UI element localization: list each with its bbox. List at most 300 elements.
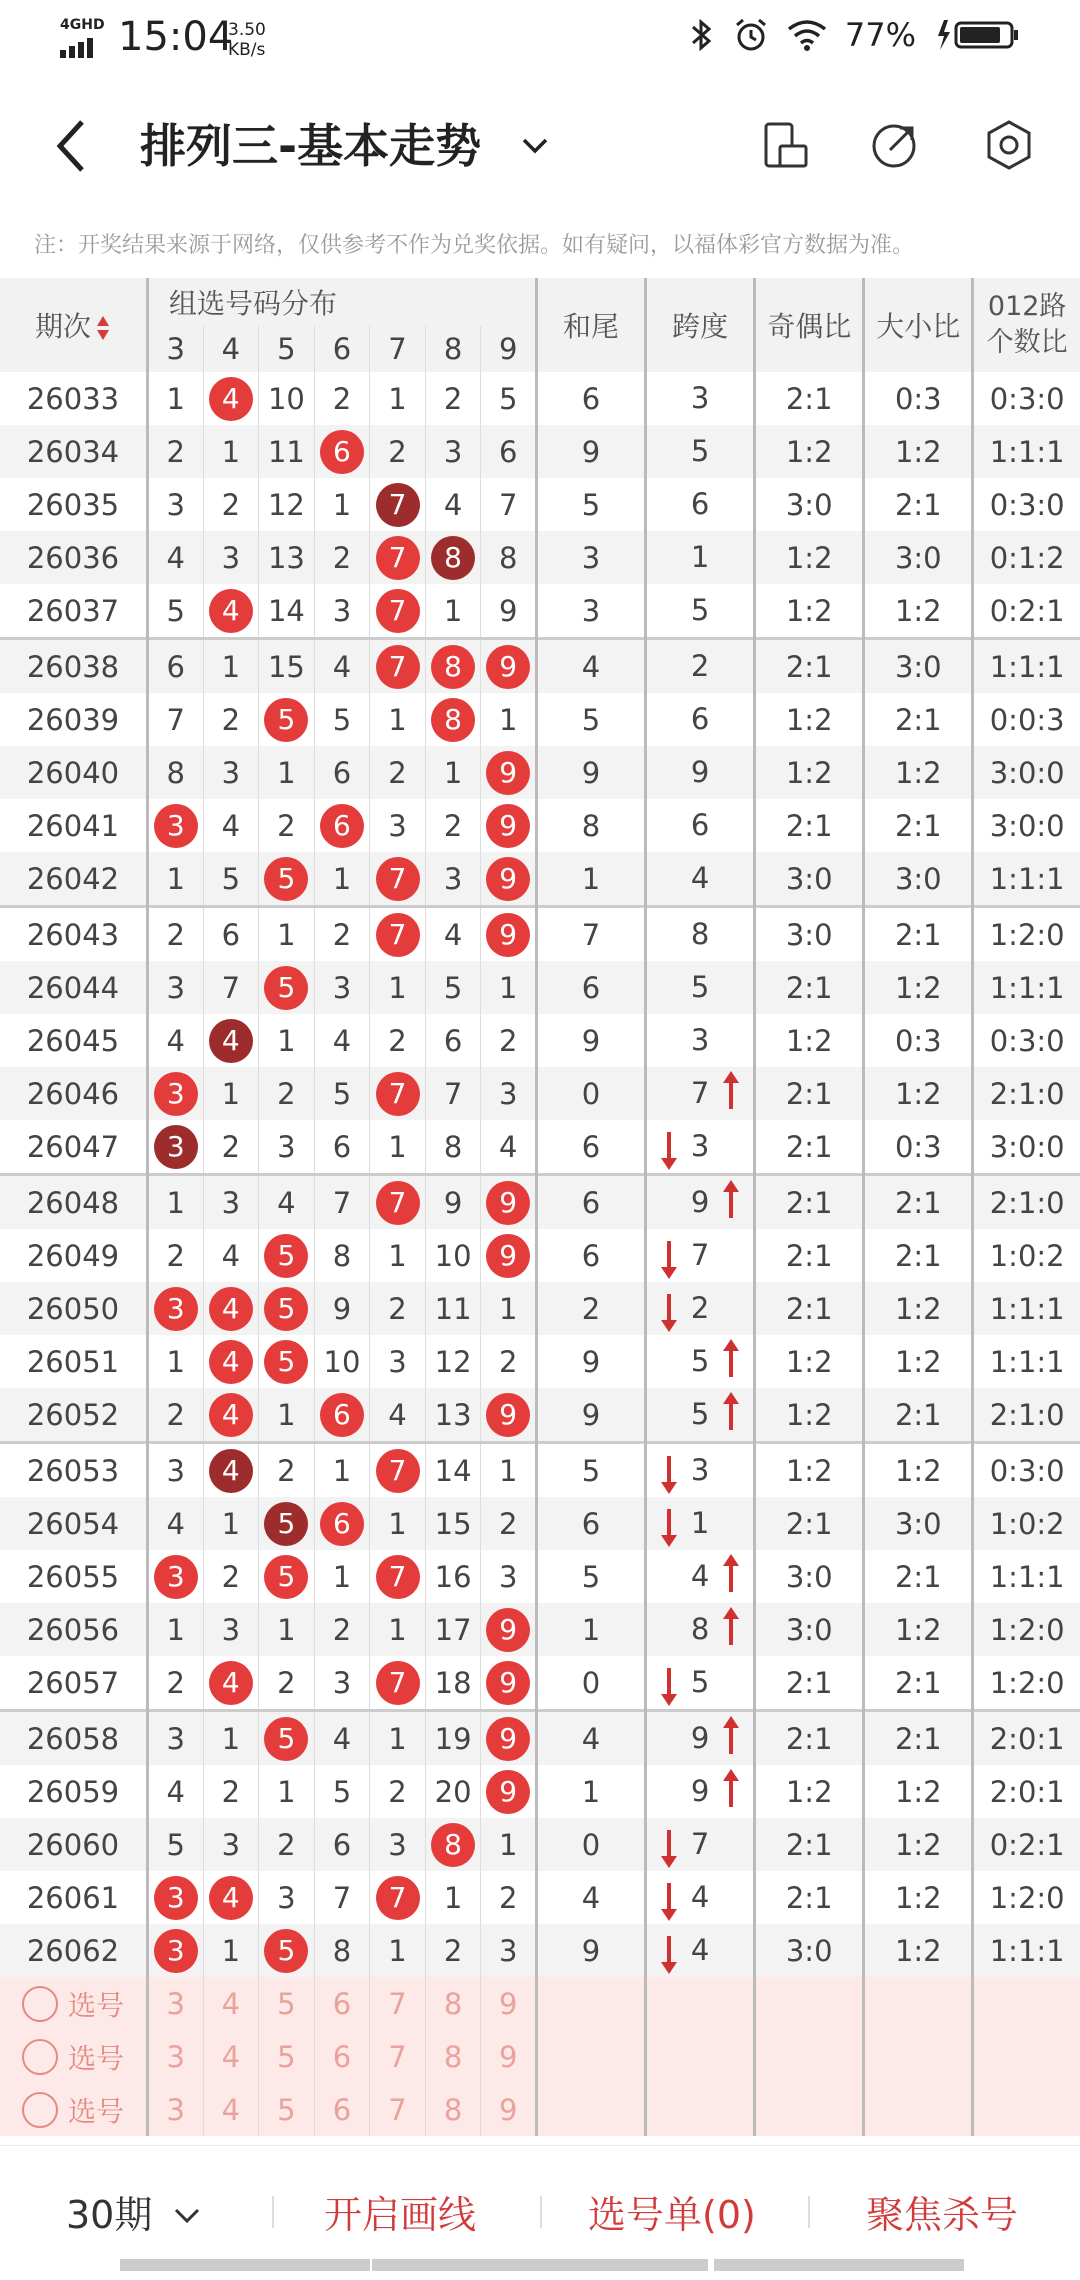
omission-cell: 3 <box>203 1603 259 1656</box>
big-small-ratio: 1:2 <box>864 961 973 1014</box>
omission-cell: 4 <box>314 1014 370 1067</box>
omission-cell: 2 <box>259 1818 315 1871</box>
omission-cell: 3 <box>147 961 203 1014</box>
arrow-down-icon <box>667 1294 671 1324</box>
gesture-bar <box>372 2259 708 2271</box>
omission-cell: 6 <box>314 1818 370 1871</box>
col-span-header: 跨度 <box>646 278 755 372</box>
table-row <box>0 852 1080 907</box>
arrow-down-icon <box>667 1830 671 1860</box>
drawn-number-ball: 9 <box>486 751 530 795</box>
pick-digit[interactable]: 3 <box>147 1977 203 2030</box>
table-row <box>0 746 1080 799</box>
drawn-number-ball: 4 <box>209 1340 253 1384</box>
drawn-number-ball: 3 <box>154 1929 198 1973</box>
digit-cell <box>203 584 259 639</box>
pick-digit[interactable]: 8 <box>425 2030 481 2083</box>
odd-even-ratio: 1:2 <box>755 1388 864 1443</box>
span-cell: 5 <box>646 1335 755 1388</box>
omission-cell: 2 <box>370 1765 426 1818</box>
sum-tail: 0 <box>536 1656 645 1711</box>
sum-tail: 0 <box>536 1067 645 1120</box>
big-small-ratio: 2:1 <box>864 478 973 531</box>
omission-cell: 2 <box>203 478 259 531</box>
route-012-ratio: 1:1:1 <box>973 425 1080 478</box>
odd-even-ratio: 2:1 <box>755 1282 864 1335</box>
odd-even-ratio: 2:1 <box>755 1871 864 1924</box>
drawn-number-ball: 7 <box>376 857 420 901</box>
omission-cell: 9 <box>425 1175 481 1230</box>
route-012-ratio: 1:2:0 <box>973 1871 1080 1924</box>
sum-tail: 8 <box>536 799 645 852</box>
omission-cell: 9 <box>314 1282 370 1335</box>
span-cell: 8 <box>646 1603 755 1656</box>
digit-cell <box>203 372 259 425</box>
digit-cell <box>370 531 426 584</box>
route-012-ratio: 1:1:1 <box>973 1335 1080 1388</box>
omission-cell: 4 <box>203 1229 259 1282</box>
digit-cell <box>147 1550 203 1603</box>
omission-cell: 10 <box>259 372 315 425</box>
odd-even-ratio: 1:2 <box>755 746 864 799</box>
digit-cell <box>259 1282 315 1335</box>
omission-cell: 4 <box>481 1120 537 1175</box>
table-row <box>0 799 1080 852</box>
drawn-number-ball: 7 <box>376 1181 420 1225</box>
route-012-ratio: 2:0:1 <box>973 1765 1080 1818</box>
span-cell: 8 <box>646 907 755 962</box>
route-012-ratio: 0:2:1 <box>973 584 1080 639</box>
omission-cell: 1 <box>370 693 426 746</box>
col-bs-header: 大小比 <box>864 278 973 372</box>
radio-circle-icon[interactable] <box>22 2039 58 2075</box>
omission-cell: 7 <box>481 478 537 531</box>
table-row <box>0 1550 1080 1603</box>
pick-digit[interactable]: 8 <box>425 1977 481 2030</box>
col-issue-header[interactable]: 期次 <box>0 278 147 372</box>
omission-cell: 3 <box>425 852 481 907</box>
span-cell: 4 <box>646 1550 755 1603</box>
omission-cell: 3 <box>147 1443 203 1498</box>
issue-number: 26041 <box>0 799 147 852</box>
settings-icon[interactable] <box>982 118 1036 172</box>
drawn-number-ball: 9 <box>486 1661 530 1705</box>
omission-cell: 2 <box>203 1765 259 1818</box>
arrow-up-icon <box>729 1188 733 1218</box>
omission-cell: 1 <box>370 1497 426 1550</box>
issue-number: 26057 <box>0 1656 147 1711</box>
drawn-number-ball: 7 <box>376 1876 420 1920</box>
table-row <box>0 1014 1080 1067</box>
omission-cell: 4 <box>314 1711 370 1766</box>
omission-cell: 3 <box>147 1711 203 1766</box>
arrow-up-icon <box>729 1400 733 1430</box>
omission-cell: 10 <box>314 1335 370 1388</box>
digit-cell <box>147 1924 203 1977</box>
arrow-down-icon <box>667 1936 671 1966</box>
digit-cell <box>481 1765 537 1818</box>
pick-digit[interactable]: 4 <box>203 1977 259 2030</box>
omission-cell: 6 <box>147 639 203 694</box>
pick-digit[interactable]: 9 <box>481 2030 537 2083</box>
span-cell: 2 <box>646 639 755 694</box>
big-small-ratio: 2:1 <box>864 693 973 746</box>
omission-cell: 2 <box>370 1014 426 1067</box>
back-arrow-icon[interactable] <box>48 116 98 176</box>
omission-cell: 7 <box>314 1871 370 1924</box>
big-small-ratio: 2:1 <box>864 907 973 962</box>
digit-cell <box>370 1871 426 1924</box>
drawn-number-ball: 4 <box>209 377 253 421</box>
omission-cell: 1 <box>259 1014 315 1067</box>
span-cell: 3 <box>646 1120 755 1175</box>
omission-cell: 6 <box>203 907 259 962</box>
drawn-number-ball: 7 <box>376 1555 420 1599</box>
digit-header: 7 <box>370 326 426 372</box>
span-cell: 4 <box>646 1924 755 1977</box>
digit-cell <box>203 1656 259 1711</box>
span-cell: 4 <box>646 1871 755 1924</box>
omission-cell: 2 <box>481 1871 537 1924</box>
digit-cell <box>425 1818 481 1871</box>
pick-digit[interactable]: 7 <box>370 1977 426 2030</box>
sum-tail: 9 <box>536 1388 645 1443</box>
pick-digit[interactable]: 6 <box>314 1977 370 2030</box>
digit-header: 9 <box>481 326 537 372</box>
big-small-ratio: 0:3 <box>864 1014 973 1067</box>
odd-even-ratio: 2:1 <box>755 1229 864 1282</box>
digit-cell <box>481 1603 537 1656</box>
route-012-ratio: 0:3:0 <box>973 1443 1080 1498</box>
digit-cell <box>259 1924 315 1977</box>
sum-tail: 5 <box>536 1443 645 1498</box>
odd-even-ratio: 3:0 <box>755 1603 864 1656</box>
drawn-number-ball: 4 <box>209 1876 253 1920</box>
odd-even-ratio: 2:1 <box>755 799 864 852</box>
issue-number: 26043 <box>0 907 147 962</box>
drawn-number-ball: 7 <box>376 1449 420 1493</box>
pick-digit[interactable]: 5 <box>259 1977 315 2030</box>
omission-cell: 2 <box>481 1497 537 1550</box>
odd-even-ratio: 3:0 <box>755 478 864 531</box>
odd-even-ratio: 1:2 <box>755 1014 864 1067</box>
digit-cell <box>147 1067 203 1120</box>
pick-digit[interactable]: 3 <box>147 2030 203 2083</box>
pick-digit[interactable]: 5 <box>259 2030 315 2083</box>
draw-line-button[interactable]: 开启画线 <box>324 2193 477 2237</box>
drawn-number-ball: 5 <box>264 698 308 742</box>
odd-even-ratio: 2:1 <box>755 1818 864 1871</box>
radio-circle-icon[interactable] <box>22 2092 58 2128</box>
omission-cell: 1 <box>259 1388 315 1443</box>
omission-cell: 1 <box>314 478 370 531</box>
odd-even-ratio: 2:1 <box>755 639 864 694</box>
drawn-number-ball: 3 <box>154 1287 198 1331</box>
drawn-number-ball: 8 <box>431 698 475 742</box>
omission-cell: 1 <box>370 961 426 1014</box>
big-small-ratio: 1:2 <box>864 1067 973 1120</box>
omission-cell: 2 <box>259 1443 315 1498</box>
digit-cell <box>203 1282 259 1335</box>
page-title[interactable]: 排列三-基本走势 <box>140 119 482 173</box>
issue-number: 26049 <box>0 1229 147 1282</box>
digit-cell <box>370 584 426 639</box>
table-row <box>0 1120 1080 1175</box>
digit-cell <box>147 1871 203 1924</box>
focus-kill-button[interactable]: 聚焦杀号 <box>866 2193 1019 2237</box>
big-small-ratio: 2:1 <box>864 1656 973 1711</box>
omission-cell: 3 <box>314 961 370 1014</box>
big-small-ratio: 3:0 <box>864 1497 973 1550</box>
radio-circle-icon[interactable] <box>22 1986 58 2022</box>
digit-header: 4 <box>203 326 259 372</box>
sum-tail: 3 <box>536 584 645 639</box>
share-icon[interactable] <box>868 118 922 172</box>
big-small-ratio: 1:2 <box>864 1603 973 1656</box>
drawn-number-ball: 5 <box>264 1555 308 1599</box>
drawn-number-ball: 8 <box>431 536 475 580</box>
digit-cell <box>203 1014 259 1067</box>
omission-cell: 1 <box>370 1120 426 1175</box>
pick-row[interactable] <box>0 1977 1080 2030</box>
digit-cell <box>370 478 426 531</box>
digit-header: 3 <box>147 326 203 372</box>
span-cell: 1 <box>646 1497 755 1550</box>
omission-cell: 3 <box>203 746 259 799</box>
omission-cell: 3 <box>203 1175 259 1230</box>
omission-cell: 7 <box>147 693 203 746</box>
arrow-up-icon <box>729 1615 733 1645</box>
omission-cell: 1 <box>147 852 203 907</box>
table-row <box>0 961 1080 1014</box>
pick-digit[interactable]: 7 <box>370 2030 426 2083</box>
drawn-number-ball: 5 <box>264 857 308 901</box>
big-small-ratio: 1:2 <box>864 746 973 799</box>
digit-cell <box>147 1282 203 1335</box>
drawn-number-ball: 5 <box>264 1717 308 1761</box>
odd-even-ratio: 3:0 <box>755 1924 864 1977</box>
omission-cell: 3 <box>203 1818 259 1871</box>
omission-cell: 4 <box>147 531 203 584</box>
span-cell: 7 <box>646 1818 755 1871</box>
omission-cell: 3 <box>203 531 259 584</box>
arrow-down-icon <box>667 1668 671 1698</box>
pick-digit[interactable]: 4 <box>203 2083 259 2136</box>
route-012-ratio: 1:1:1 <box>973 852 1080 907</box>
span-cell: 6 <box>646 693 755 746</box>
issue-number: 26037 <box>0 584 147 639</box>
digit-cell <box>259 961 315 1014</box>
route-012-ratio: 1:1:1 <box>973 1924 1080 1977</box>
col-012-header: 012路 个数比 <box>973 278 1080 372</box>
odd-even-ratio: 2:1 <box>755 1656 864 1711</box>
phone-rotate-icon[interactable] <box>758 118 812 172</box>
odd-even-ratio: 2:1 <box>755 1711 864 1766</box>
omission-cell: 2 <box>203 1550 259 1603</box>
route-012-ratio: 2:1:0 <box>973 1175 1080 1230</box>
drawn-number-ball: 6 <box>320 430 364 474</box>
omission-cell: 4 <box>425 478 481 531</box>
table-row <box>0 584 1080 639</box>
sum-tail: 1 <box>536 1603 645 1656</box>
network-type: 4GHD <box>60 17 105 33</box>
bottom-toolbar <box>0 2145 1080 2271</box>
col-oe-header: 奇偶比 <box>755 278 864 372</box>
big-small-ratio: 1:2 <box>864 1818 973 1871</box>
sort-icon[interactable] <box>95 314 111 342</box>
digit-cell <box>259 1711 315 1766</box>
gesture-bar <box>714 2259 964 2271</box>
omission-cell: 2 <box>314 372 370 425</box>
omission-cell: 7 <box>314 1175 370 1230</box>
drawn-number-ball: 4 <box>209 1661 253 1705</box>
omission-cell: 1 <box>203 1924 259 1977</box>
pick-toggle[interactable]: 选号 <box>0 1977 147 2030</box>
pick-digit[interactable]: 3 <box>147 2083 203 2136</box>
pick-toggle[interactable]: 选号 <box>0 2083 147 2136</box>
pick-row[interactable] <box>0 2030 1080 2083</box>
arrow-up-icon <box>729 1562 733 1592</box>
table-row <box>0 531 1080 584</box>
issue-number: 26061 <box>0 1871 147 1924</box>
issue-number: 26042 <box>0 852 147 907</box>
pick-digit[interactable]: 7 <box>370 2083 426 2136</box>
pick-row[interactable] <box>0 2083 1080 2136</box>
digit-cell <box>314 425 370 478</box>
span-cell: 9 <box>646 746 755 799</box>
pick-digit[interactable]: 9 <box>481 1977 537 2030</box>
omission-cell: 5 <box>425 961 481 1014</box>
period-selector[interactable]: 30期 <box>66 2184 202 2239</box>
omission-cell: 13 <box>259 531 315 584</box>
digit-cell <box>481 1711 537 1766</box>
digit-cell <box>203 1335 259 1388</box>
issue-number: 26058 <box>0 1711 147 1766</box>
omission-cell: 2 <box>425 372 481 425</box>
omission-cell: 8 <box>481 531 537 584</box>
omission-cell: 3 <box>259 1871 315 1924</box>
col-sum-header: 和尾 <box>536 278 645 372</box>
drawn-number-ball: 7 <box>376 645 420 689</box>
route-012-ratio: 2:1:0 <box>973 1388 1080 1443</box>
sum-tail: 4 <box>536 639 645 694</box>
status-bar <box>0 0 1080 80</box>
omission-cell: 2 <box>314 907 370 962</box>
sum-tail: 4 <box>536 1871 645 1924</box>
route-012-ratio: 1:2:0 <box>973 1603 1080 1656</box>
table-row <box>0 1656 1080 1711</box>
pick-digit[interactable]: 5 <box>259 2083 315 2136</box>
omission-cell: 2 <box>425 799 481 852</box>
route-012-ratio: 2:1:0 <box>973 1067 1080 1120</box>
route-012-ratio: 0:3:0 <box>973 478 1080 531</box>
omission-cell: 19 <box>425 1711 481 1766</box>
drawn-number-ball: 4 <box>209 1393 253 1437</box>
issue-number: 26044 <box>0 961 147 1014</box>
big-small-ratio: 2:1 <box>864 1229 973 1282</box>
omission-cell: 5 <box>147 1818 203 1871</box>
omission-cell: 3 <box>147 478 203 531</box>
odd-even-ratio: 2:1 <box>755 1120 864 1175</box>
omission-cell: 4 <box>314 639 370 694</box>
big-small-ratio: 1:2 <box>864 584 973 639</box>
pick-digit[interactable]: 9 <box>481 2083 537 2136</box>
sum-tail: 2 <box>536 1282 645 1335</box>
digit-cell <box>203 1871 259 1924</box>
omission-cell: 5 <box>314 1765 370 1818</box>
omission-cell: 1 <box>259 1765 315 1818</box>
table-row <box>0 1388 1080 1443</box>
pick-digit[interactable]: 6 <box>314 2030 370 2083</box>
table-row <box>0 907 1080 962</box>
omission-cell: 2 <box>481 1014 537 1067</box>
span-cell: 6 <box>646 799 755 852</box>
pick-toggle[interactable]: 选号 <box>0 2030 147 2083</box>
big-small-ratio: 1:2 <box>864 1282 973 1335</box>
issue-number: 26047 <box>0 1120 147 1175</box>
drawn-number-ball: 8 <box>431 645 475 689</box>
omission-cell: 2 <box>203 693 259 746</box>
omission-cell: 9 <box>481 584 537 639</box>
digit-cell <box>259 1229 315 1282</box>
omission-cell: 3 <box>481 1924 537 1977</box>
omission-cell: 4 <box>203 799 259 852</box>
pick-list-button[interactable]: 选号单(0) <box>588 2193 756 2237</box>
pick-digit[interactable]: 6 <box>314 2083 370 2136</box>
sum-tail: 1 <box>536 1765 645 1818</box>
omission-cell: 13 <box>425 1388 481 1443</box>
pick-digit[interactable]: 8 <box>425 2083 481 2136</box>
route-012-ratio: 1:0:2 <box>973 1497 1080 1550</box>
omission-cell: 2 <box>259 1067 315 1120</box>
omission-cell: 4 <box>425 907 481 962</box>
sum-tail: 9 <box>536 1335 645 1388</box>
drawn-number-ball: 7 <box>376 913 420 957</box>
odd-even-ratio: 3:0 <box>755 907 864 962</box>
sum-tail: 9 <box>536 1924 645 1977</box>
battery-icon <box>934 18 1020 52</box>
arrow-down-icon <box>667 1132 671 1162</box>
pick-digit[interactable]: 4 <box>203 2030 259 2083</box>
digit-header: 8 <box>425 326 481 372</box>
omission-cell: 8 <box>314 1229 370 1282</box>
drawn-number-ball: 9 <box>486 804 530 848</box>
issue-number: 26051 <box>0 1335 147 1388</box>
omission-cell: 1 <box>147 372 203 425</box>
drawn-number-ball: 3 <box>154 1072 198 1116</box>
big-small-ratio: 2:1 <box>864 1711 973 1766</box>
span-cell: 5 <box>646 961 755 1014</box>
omission-cell: 4 <box>147 1014 203 1067</box>
odd-even-ratio: 2:1 <box>755 1175 864 1230</box>
odd-even-ratio: 2:1 <box>755 1067 864 1120</box>
omission-cell: 2 <box>314 531 370 584</box>
omission-cell: 7 <box>203 961 259 1014</box>
digit-header: 5 <box>259 326 315 372</box>
big-small-ratio: 2:1 <box>864 799 973 852</box>
drawn-number-ball: 4 <box>209 1449 253 1493</box>
big-small-ratio: 3:0 <box>864 852 973 907</box>
digit-cell <box>370 639 426 694</box>
drawn-number-ball: 3 <box>154 1876 198 1920</box>
omission-cell: 1 <box>425 746 481 799</box>
big-small-ratio: 0:3 <box>864 1120 973 1175</box>
digit-cell <box>314 1388 370 1443</box>
chevron-down-icon[interactable] <box>518 128 552 162</box>
big-small-ratio: 3:0 <box>864 531 973 584</box>
omission-cell: 2 <box>370 425 426 478</box>
omission-cell: 4 <box>370 1388 426 1443</box>
